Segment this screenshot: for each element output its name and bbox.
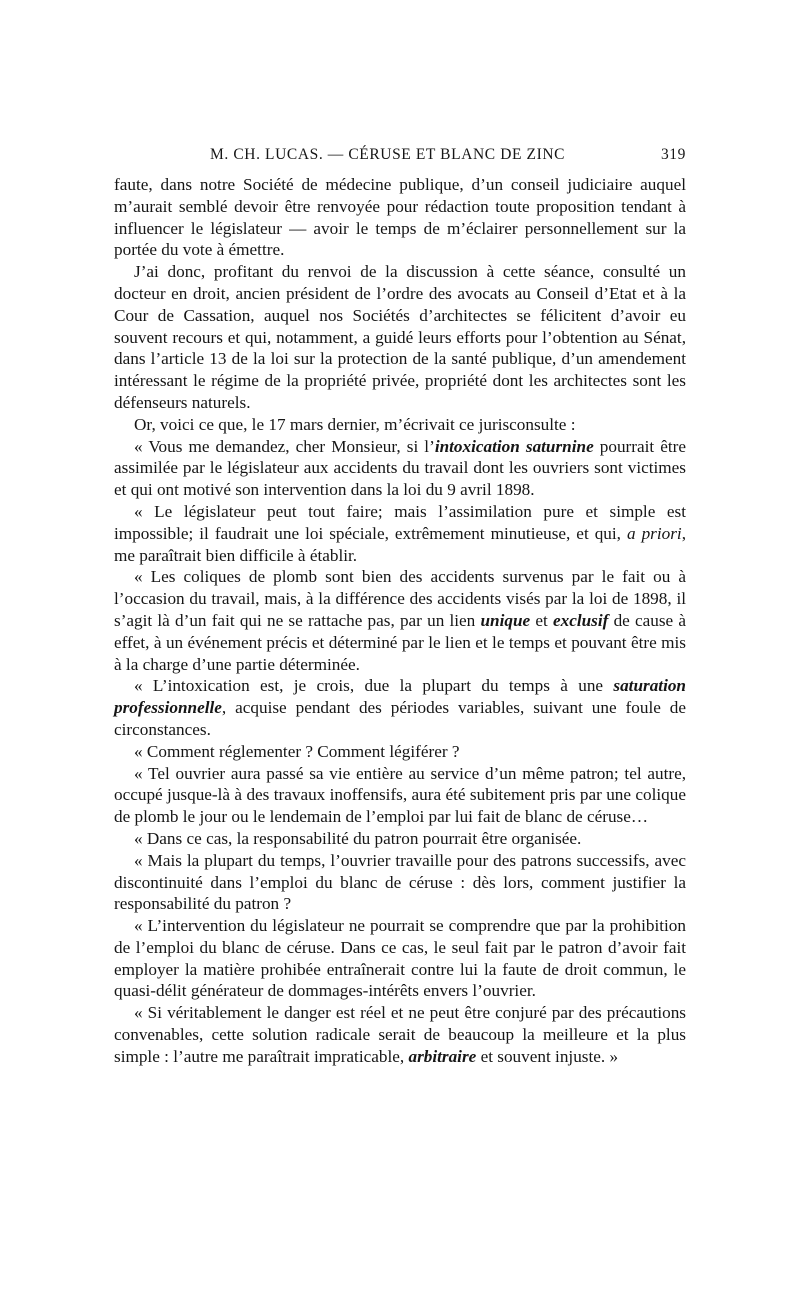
emphasis-text: saturation professionnelle (114, 676, 686, 718)
running-title: M. CH. LUCAS. — CÉRUSE ET BLANC DE ZINC (210, 146, 566, 163)
text-run: « Comment réglementer ? Comment légiférer ? (134, 741, 460, 761)
emphasis-text: unique (480, 610, 531, 630)
paragraph (114, 675, 686, 740)
text-run: J’ai donc, profitant du renvoi de la discussion à cette séance, consulté un docteur en droit, ancien président de l’ordre des avocats au Conseil d’Etat et à la Cour de Cassation, auquel nos Sociétés d’architectes se félicitent d’avoir eu souvent recours et qui, notamment, a guidé leurs efforts pour l’obtention au Sénat, dans l’article 13 de la loi sur la protection de la santé publique, d’un amendement intéressant le régime de la propriété privée, propriété dont les architectes sont les défenseurs naturels. (114, 262, 686, 412)
text-run: , acquise pendant des périodes variables, suivant une foule de circonstances. (114, 698, 686, 739)
text-run: « Tel ouvrier aura passé sa vie entière au service d’un même patron; tel autre, occupé jusque-là à des travaux inoffensifs, aura été subitement pris par une colique de plomb le jour ou le lendemain de l’emploi par lui fait de blanc de céruse… (114, 763, 686, 827)
emphasis (408, 1047, 476, 1066)
paragraph (114, 763, 686, 828)
text-run: faute, dans notre Société de médecine publique, d’un conseil judiciaire auquel m’aurait semblé devoir être renvoyée pour rédaction toute proposition tendant à influencer le législateur — avoir le temps de m’éclairer personnellement sur la portée du vote à émettre. (114, 175, 686, 260)
text-run: « Dans ce cas, la responsabilité du patron pourrait être organisée. (134, 828, 582, 848)
paragraph (114, 566, 686, 675)
paragraph (114, 1002, 686, 1067)
text-run: « Si véritablement le danger est réel et ne peut être conjuré par des précautions convenables, cette solution radicale serait de beaucoup la meilleure et la plus simple : l’autre me paraîtrait impraticable, (114, 1003, 686, 1066)
text-run: « Vous me demandez, cher Monsieur, si l’ (134, 436, 435, 456)
text-run: « L’intervention du législateur ne pourrait se comprendre que par la prohibition de l’emploi du blanc de céruse. Dans ce cas, le seul fait par le patron d’avoir fait employer la matière prohibée entraînerait contre lui la faute de droit commun, le quasi-délit générateur de dommages-intérêts envers l’ouvrier. (114, 916, 686, 1001)
page-number: 319 (660, 146, 686, 163)
paragraph (114, 915, 686, 1002)
running-head (114, 140, 686, 174)
text-run: , me paraîtrait bien difficile à établir. (114, 523, 686, 565)
italic-text: a priori (626, 523, 682, 543)
emphasis-text: arbitraire (408, 1046, 477, 1066)
text-run: « L’intoxication est, je crois, due la plupart du temps à une (134, 676, 614, 696)
paragraph (114, 850, 686, 915)
text-run: « Le législateur peut tout faire; mais l’assimilation pure et simple est impossible; il faudrait une loi spéciale, extrêmement minutieuse, et qui, (114, 501, 686, 543)
emphasis-text: exclusif (552, 610, 609, 630)
text-run: « Les coliques de plomb sont bien des accidents survenus par le fait ou à l’occasion du travail, mais, à la différence des accidents visés par la loi de 1898, il s’agit là d’un fait qui ne se rattache pas, par un lien (114, 567, 686, 630)
text-run: et souvent injuste. » (476, 1046, 619, 1066)
paragraph (114, 414, 686, 436)
paragraph (114, 828, 686, 850)
paragraph (114, 436, 686, 501)
paragraph (114, 741, 686, 763)
text-run: et (530, 610, 553, 630)
emphasis (435, 437, 594, 456)
paragraph (114, 501, 686, 566)
paragraph (114, 174, 686, 261)
paragraph (114, 261, 686, 414)
emphasis (553, 611, 608, 630)
emphasis-text: intoxication saturnine (434, 436, 594, 456)
book-page (114, 140, 686, 1068)
text-run: de cause à effet, à un événement précis et déterminé par le lien et le temps et pouvant être mis à la charge d’une partie déterminée. (114, 610, 686, 674)
emphasis (480, 611, 530, 630)
text-run: Or, voici ce que, le 17 mars dernier, m’écrivait ce jurisconsulte : (134, 414, 576, 434)
body-text (114, 174, 686, 1068)
text-run: pourrait être assimilée par le législateur aux accidents du travail dont les ouvriers sont victimes et qui ont motivé son intervention dans la loi du 9 avril 1898. (114, 436, 686, 500)
text-run: « Mais la plupart du temps, l’ouvrier travaille pour des patrons successifs, avec discontinuité dans l’emploi du blanc de céruse : dès lors, comment justifier la responsabilité du patron ? (114, 850, 686, 914)
